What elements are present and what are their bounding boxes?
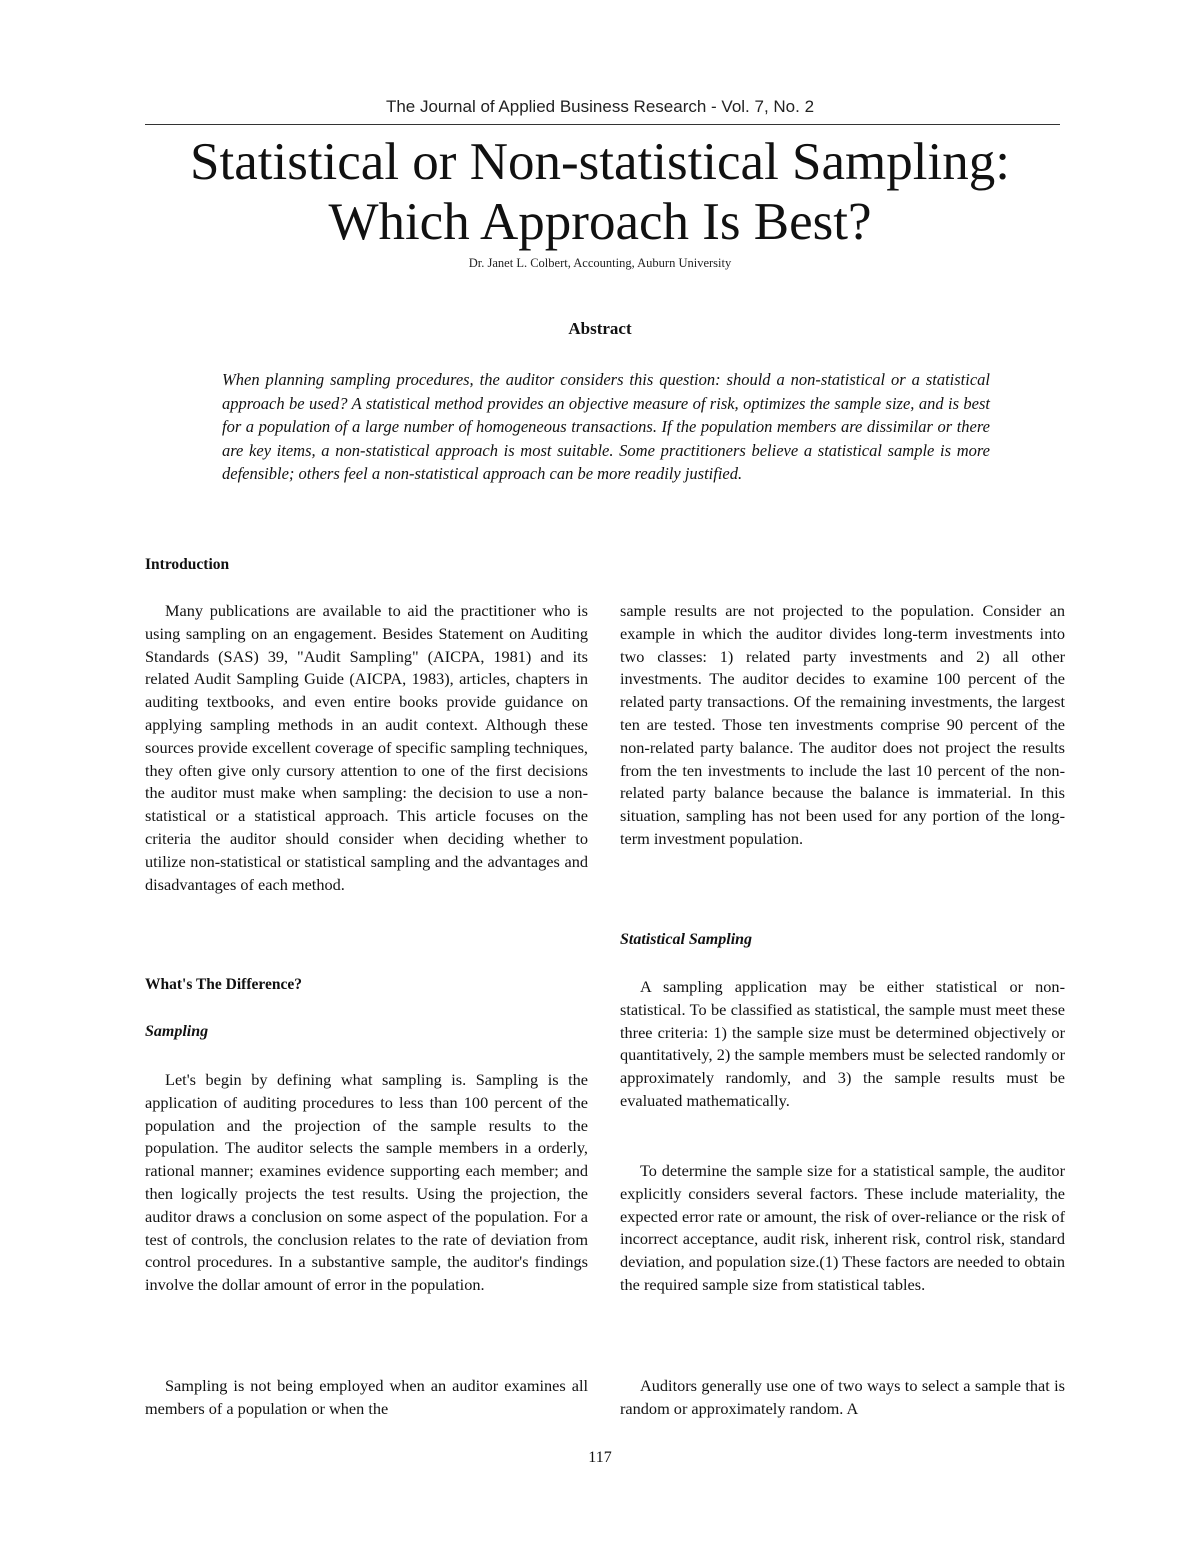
title-line-1: Statistical or Non-statistical Sampling: <box>190 133 1010 191</box>
header-rule <box>145 124 1060 125</box>
selection-paragraph: Auditors generally use one of two ways to select a sample that is random or approximately random. A <box>620 1376 1065 1418</box>
difference-heading: What's The Difference? <box>145 976 302 993</box>
page-number: 117 <box>588 1449 612 1466</box>
sample-size-paragraph: To determine the sample size for a statistical sample, the auditor explicitly considers several factors. These include materiality, the expected error rate or amount, the risk of over-reliance or the risk of incorrect acceptance, audit risk, inherent risk, control risk, standard deviation, and population size.(1) These factors are needed to obtain the required sample size from statistical tables. <box>620 1161 1066 1294</box>
sampling-subheading: Sampling <box>145 1023 209 1040</box>
journal-header: The Journal of Applied Business Research - Vol. 7, No. 2 <box>385 97 815 116</box>
abstract-heading: Abstract <box>568 319 632 338</box>
sampling-paragraph: Let's begin by defining what sampling is. Sampling is the application of auditing procedures to less than 100 percent of the population and the projection of the sample results to the population. The auditor selects the sample members in a orderly, rational manner; examines evidence supporting each member; and then logically projects the test results. Using the projection, the auditor draws a conclusion on some aspect of the population. For a test of controls, the conclusion relates to the rate of deviation from control procedures. In a substantive sample, the auditor's findings involve the dollar amount of error in the population. <box>145 1070 588 1295</box>
introduction-paragraph: Many publications are available to aid the practitioner who is using sampling on an engagement. Besides Statement on Auditing Standards (SAS) 39, "Audit Sampling" (AICPA, 1981) and its related Audit Sampling Guide (AICPA, 1983), articles, chapters in auditing textbooks, and even entire books provide guidance on applying sampling methods in an audit context. Although these sources provide excellent coverage of specific sampling techniques, they often give only cursory attention to one of the first decisions the auditor must make when sampling: the decision to use a non-statistical or a statistical approach. This article focuses on the criteria the auditor should consider when deciding whether to utilize non-statistical or statistical sampling and the advantages and disadvantages of each method. <box>145 601 588 894</box>
abstract-text: When planning sampling procedures, the auditor considers this question: should a non-statistical or a statistical approach be used? A statistical method provides an objective measure of risk, optimizes the sample size, and is best for a population of a large number of homogeneous transactions. If the population members are dissimilar or there are key items, a non-statistical approach is most suitable. Some practitioners believe a statistical sample is more defensible; others feel a non-statistical approach can be more readily justified. <box>222 370 990 483</box>
statistical-criteria-paragraph: A sampling application may be either statistical or non-statistical. To be classified as statistical, the sample must meet these three criteria: 1) the sample size must be determined objectively or quantitatively, 2) the sample members must be selected randomly or approximately randomly, and 3) the sample results must be evaluated mathematically. <box>620 977 1065 1110</box>
continued-paragraph: sample results are not projected to the population. Consider an example in which the auditor divides long-term investments into two classes: 1) related party investments and 2) all other investments. The auditor decides to examine 100 percent of the related party transactions. Of the remaining investments, the largest ten are tested. Those ten investments comprise 90 percent of the non-related party balance. The auditor does not project the results from the ten investments to include the last 10 percent of the non-related party balance because the balance is immaterial. In this situation, sampling has not been used for any portion of the long-term investment population. <box>620 601 1065 848</box>
introduction-heading: Introduction <box>145 556 230 573</box>
article-title <box>0 132 1200 252</box>
statistical-sampling-subheading: Statistical Sampling <box>620 931 753 948</box>
not-sampling-paragraph: Sampling is not being employed when an auditor examines all members of a population or when the <box>145 1376 588 1418</box>
author-line: Dr. Janet L. Colbert, Accounting, Auburn University <box>468 256 732 270</box>
title-line-2: Which Approach Is Best? <box>328 193 872 251</box>
